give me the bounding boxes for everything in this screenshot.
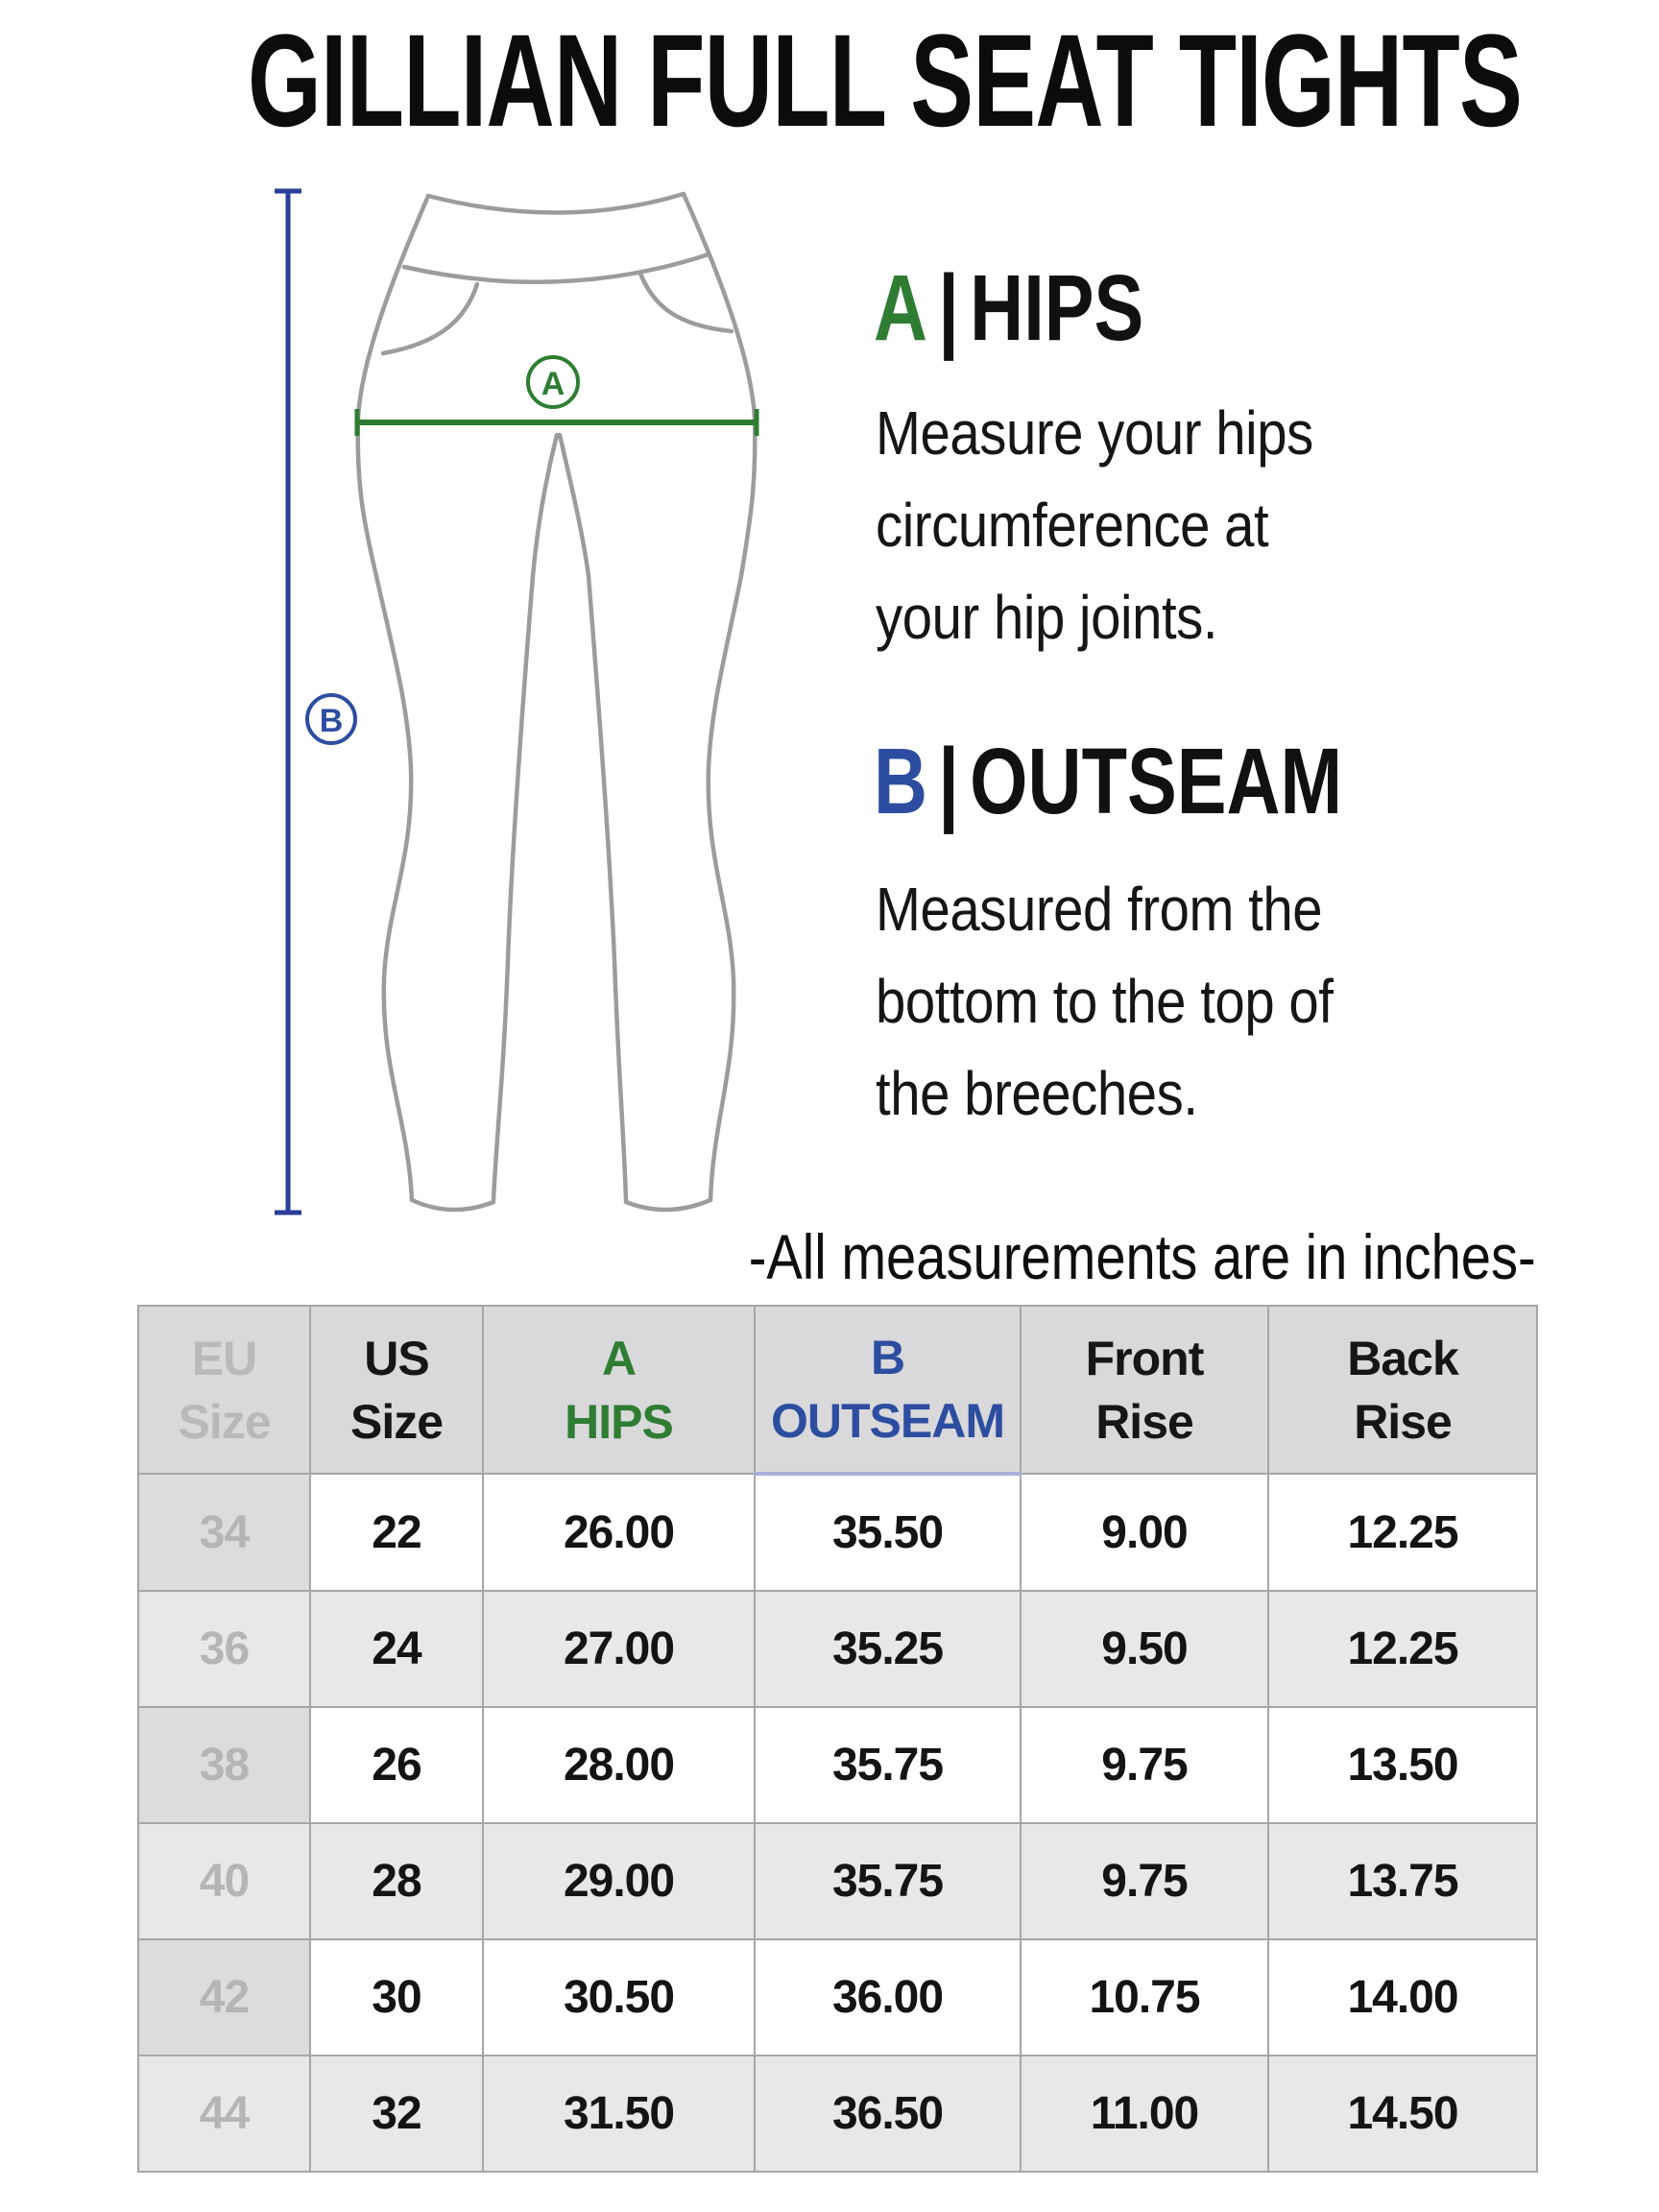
outseam-heading — [874, 729, 1459, 833]
outseam-cell: 35.75 — [755, 1707, 1021, 1823]
hips-heading-divider: | — [938, 255, 959, 360]
front-rise-cell: 9.75 — [1021, 1823, 1268, 1939]
outseam-cell: 35.25 — [755, 1591, 1021, 1707]
hips-heading-letter: A — [874, 255, 928, 360]
col-header-front-line2: Rise — [1095, 1394, 1193, 1449]
waistband-bottom-edge — [404, 254, 709, 282]
outseam-heading-text — [874, 729, 1343, 833]
left-inner-seam — [493, 435, 557, 1200]
measurement-diagram — [206, 158, 802, 1253]
table-row — [138, 1474, 1537, 1591]
outseam-cell: 36.50 — [755, 2056, 1021, 2172]
col-header-hips-line2: HIPS — [565, 1394, 673, 1449]
hips-cell: 26.00 — [483, 1474, 755, 1591]
front-rise-cell: 11.00 — [1021, 2056, 1268, 2172]
marker-b-icon — [307, 695, 355, 743]
outseam-heading-divider: | — [938, 729, 959, 833]
col-header-us-size — [310, 1306, 483, 1474]
outseam-heading-name: OUTSEAM — [970, 729, 1343, 833]
waistband-top-edge — [428, 194, 684, 213]
hips-heading-name: HIPS — [970, 255, 1144, 360]
page-title-text: GILLIAN FULL SEAT TIGHTS — [248, 8, 1523, 155]
left-pocket-curve — [383, 284, 477, 353]
eu-size-cell: 42 — [138, 1939, 310, 2056]
back-rise-cell: 14.50 — [1268, 2056, 1537, 2172]
hips-cell: 27.00 — [483, 1591, 755, 1707]
col-header-front-line1: Front — [1085, 1331, 1204, 1385]
outseam-description: Measured from the bottom to the top of the breeches. — [876, 875, 1334, 1128]
table-row — [138, 1823, 1537, 1939]
table-row — [138, 2056, 1537, 2172]
col-header-back-line1: Back — [1347, 1331, 1458, 1385]
outseam-cell: 35.75 — [755, 1823, 1021, 1939]
col-header-outseam — [755, 1306, 1021, 1474]
eu-size-cell: 38 — [138, 1707, 310, 1823]
outseam-cell: 36.00 — [755, 1939, 1021, 2056]
back-rise-cell: 12.25 — [1268, 1474, 1537, 1591]
units-note — [133, 1221, 1536, 1292]
hips-measure-line — [357, 409, 757, 436]
table-row — [138, 1707, 1537, 1823]
outseam-measure-line — [275, 191, 301, 1213]
us-size-cell: 22 — [310, 1474, 483, 1591]
us-size-cell: 24 — [310, 1591, 483, 1707]
left-outer-seam — [358, 196, 428, 1200]
front-rise-cell: 9.75 — [1021, 1707, 1268, 1823]
left-ankle-hem — [412, 1200, 493, 1210]
units-note-text: -All measurements are in inches- — [749, 1221, 1536, 1292]
marker-a-icon — [528, 357, 578, 407]
col-header-us-line2: Size — [349, 1394, 444, 1449]
col-header-eu-size — [138, 1306, 310, 1474]
hips-cell: 30.50 — [483, 1939, 755, 2056]
col-header-back-line2: Rise — [1354, 1394, 1452, 1449]
outseam-cell: 35.50 — [755, 1474, 1021, 1591]
col-header-eu-line1: EU — [191, 1331, 257, 1385]
hips-description: Measure your hips circumference at your hip joints. — [876, 398, 1313, 652]
us-size-cell: 26 — [310, 1707, 483, 1823]
marker-b-letter: B — [319, 703, 344, 739]
marker-a-letter: A — [541, 366, 565, 402]
size-table — [137, 1305, 1538, 2173]
back-rise-cell: 14.00 — [1268, 1939, 1537, 2056]
tights-outline — [358, 194, 756, 1210]
hips-heading-text — [874, 255, 1144, 360]
front-rise-cell: 10.75 — [1021, 1939, 1268, 2056]
table-row — [138, 1939, 1537, 2056]
header-row — [138, 1306, 1537, 1474]
us-size-cell: 28 — [310, 1823, 483, 1939]
front-rise-cell: 9.50 — [1021, 1591, 1268, 1707]
back-rise-cell: 13.75 — [1268, 1823, 1537, 1939]
table-row — [138, 1591, 1537, 1707]
right-inner-seam — [560, 435, 626, 1200]
col-header-us-line1: US — [364, 1331, 429, 1385]
front-rise-cell: 9.00 — [1021, 1474, 1268, 1591]
col-header-hips-line1: A — [601, 1331, 637, 1385]
col-header-eu-line2: Size — [178, 1394, 271, 1449]
us-size-cell: 32 — [310, 2056, 483, 2172]
hips-cell: 29.00 — [483, 1823, 755, 1939]
right-outer-seam — [684, 194, 755, 1200]
hips-cell: 28.00 — [483, 1707, 755, 1823]
col-header-outseam-line2: OUTSEAM — [771, 1394, 1004, 1448]
eu-size-cell: 36 — [138, 1591, 310, 1707]
hips-cell: 31.50 — [483, 2056, 755, 2172]
col-header-hips — [483, 1306, 755, 1474]
right-ankle-hem — [626, 1200, 710, 1210]
back-rise-cell: 12.25 — [1268, 1591, 1537, 1707]
col-header-outseam-line1: B — [870, 1331, 905, 1384]
us-size-cell: 30 — [310, 1939, 483, 2056]
col-header-back-rise — [1268, 1306, 1537, 1474]
eu-size-cell: 44 — [138, 2056, 310, 2172]
back-rise-cell: 13.50 — [1268, 1707, 1537, 1823]
hips-heading — [874, 255, 1212, 360]
eu-size-cell: 34 — [138, 1474, 310, 1591]
page-title — [0, 8, 1659, 155]
col-header-front-rise — [1021, 1306, 1268, 1474]
eu-size-cell: 40 — [138, 1823, 310, 1939]
outseam-heading-letter: B — [874, 729, 928, 833]
